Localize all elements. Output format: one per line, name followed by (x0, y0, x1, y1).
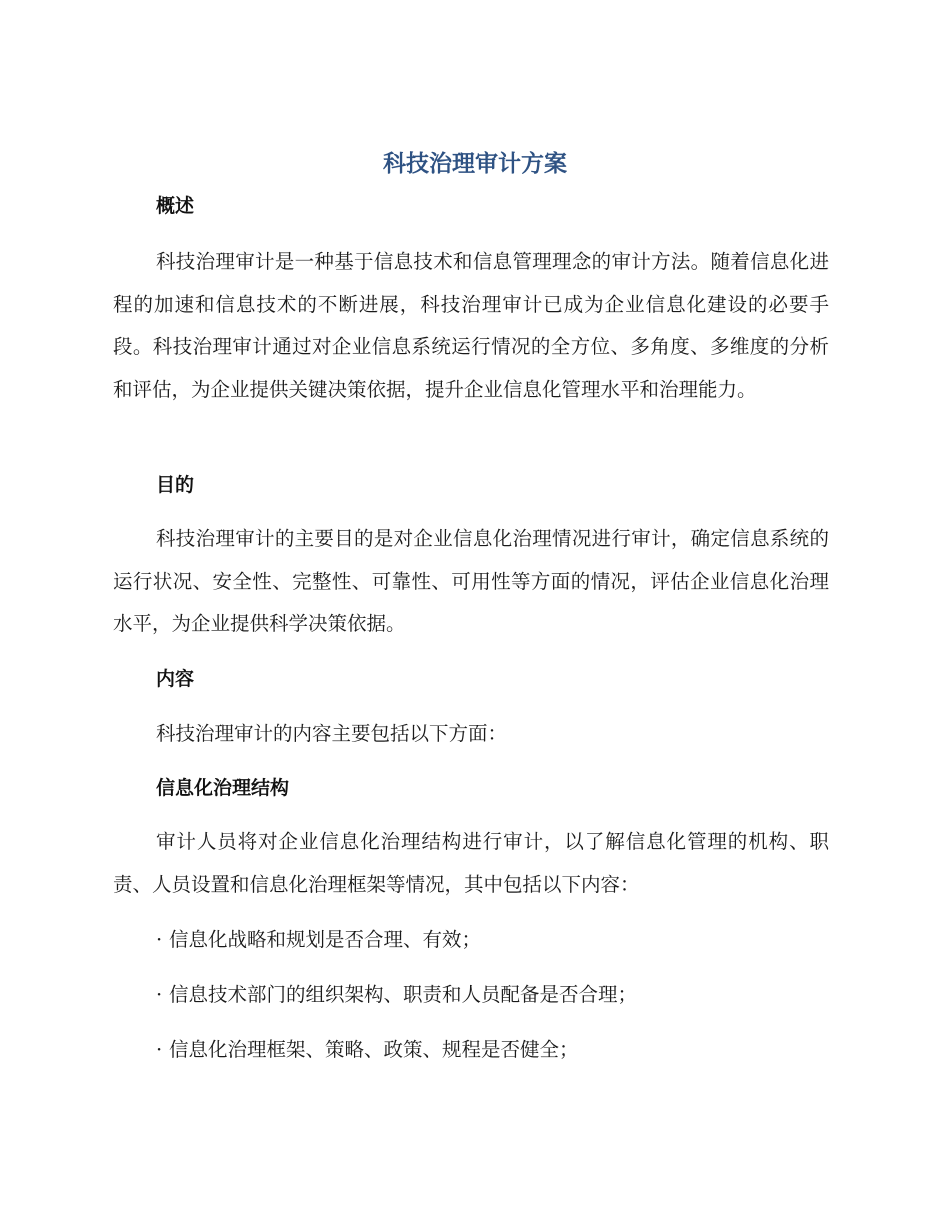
list-item-text: 信息化治理框架、策略、政策、规程是否健全； (169, 1038, 579, 1061)
bullet-marker: · (156, 1038, 163, 1061)
section-heading-purpose: 目的 (156, 474, 195, 496)
section-heading-overview: 概述 (156, 195, 195, 217)
list-item (156, 925, 481, 955)
section-text-overview: 科技治理审计是一种基于信息技术和信息管理理念的审计方法。随着信息化进程的加速和信息技术的不断进展，科技治理审计已成为企业信息化建设的必要手段。科技治理审计通过对企业信息系统运行情况的全方位、多角度、多维度的分析和评估，为企业提供关键决策依据，提升企业信息化管理水平和治理能力。 (113, 250, 829, 401)
document-title: 科技治理审计方案 (383, 151, 567, 177)
list-item-text: 信息技术部门的组织架构、职责和人员配备是否合理； (169, 983, 638, 1006)
bullet-marker: · (156, 983, 163, 1006)
section-text-purpose: 科技治理审计的主要目的是对企业信息化治理情况进行审计，确定信息系统的运行状况、安全性、完整性、可靠性、可用性等方面的情况，评估企业信息化治理水平，为企业提供科学决策依据。 (113, 527, 829, 635)
section-heading-content: 内容 (156, 668, 195, 690)
section-heading-structure: 信息化治理结构 (156, 777, 290, 799)
list-item (156, 980, 637, 1010)
list-item-text: 信息化战略和规划是否合理、有效； (169, 928, 482, 951)
bullet-marker: · (156, 928, 163, 951)
list-item (156, 1035, 579, 1065)
section-text-structure: 审计人员将对企业信息化治理结构进行审计，以了解信息化管理的机构、职责、人员设置和信息化治理框架等情况，其中包括以下内容： (113, 830, 829, 896)
section-text-content: 科技治理审计的内容主要包括以下方面： (156, 722, 508, 745)
